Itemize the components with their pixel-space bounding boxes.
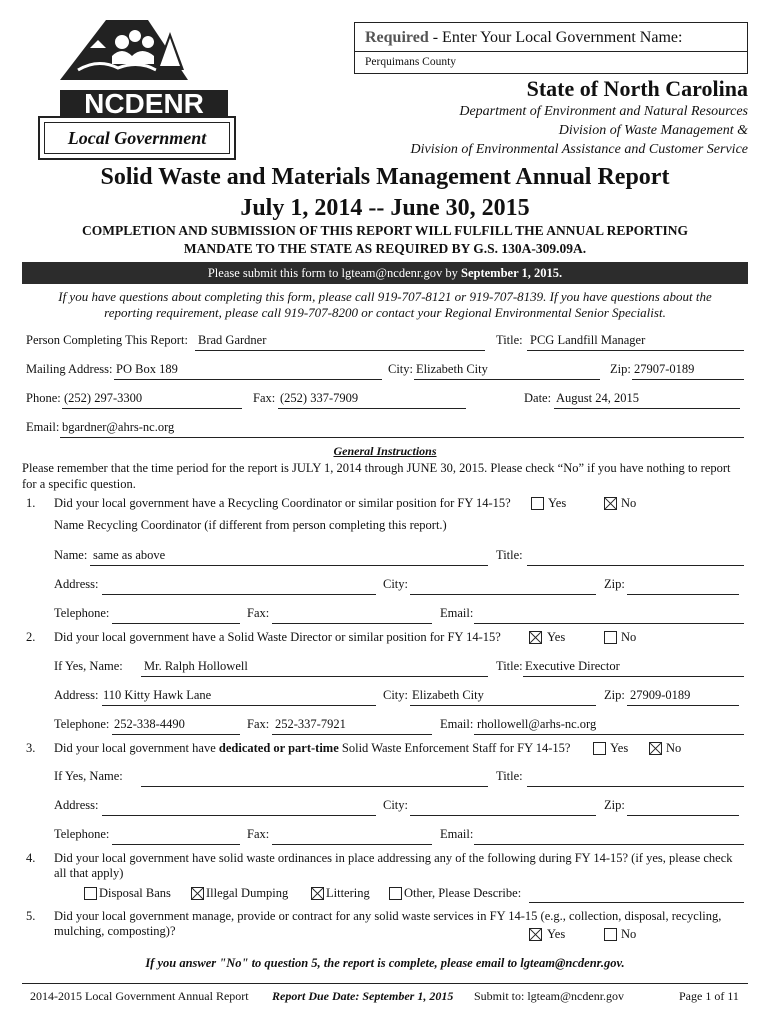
person-label: Person Completing This Report: [26, 333, 188, 347]
q4-littering-label: Littering [326, 886, 370, 900]
q3-address-field[interactable] [102, 815, 376, 816]
q1-address-field[interactable] [102, 594, 376, 595]
q3-yes-label: Yes [610, 741, 629, 755]
report-title: Solid Waste and Materials Management Annual Report [100, 164, 670, 190]
q3-city-label: City: [383, 798, 409, 812]
q2-fax-field[interactable]: 252-337-7921 [275, 717, 346, 731]
q1-number: 1. [26, 496, 36, 510]
q1-subheading: Name Recycling Coordinator (if different from person completing this report.) [54, 518, 447, 532]
q5-line-1: Did your local government manage, provide or contract for any solid waste services in FY 14-15 (e.g., collection, disposal, recycling, [54, 909, 722, 923]
q1-email-label: Email: [440, 606, 474, 620]
instructions-line-1: Please remember that the time period for the report is JULY 1, 2014 through JUNE 30, 2015. Please check “No” if you have nothing to report [22, 461, 731, 475]
footer-report: 2014-2015 Local Government Annual Report [30, 989, 249, 1003]
questions-note-2: reporting requirement, please call 919-707-8200 or contact your Regional Environmental Senior Specialist. [104, 305, 666, 320]
q2-title-label: Title: [496, 659, 523, 673]
q2-fax-label: Fax: [247, 717, 270, 731]
q2-address-label: Address: [54, 688, 99, 702]
q3-zip-field[interactable] [627, 815, 739, 816]
q1-title-label: Title: [496, 548, 523, 562]
q3-no-label: No [666, 741, 682, 755]
q1-city-label: City: [383, 577, 409, 591]
q1-no-checkbox[interactable] [604, 497, 617, 510]
q3-yes-checkbox[interactable] [593, 742, 606, 755]
dept-line-1: Department of Environment and Natural Resources [459, 104, 748, 119]
dept-line-3: Division of Environmental Assistance and Customer Service [410, 142, 748, 157]
q1-email-field[interactable] [474, 623, 744, 624]
zip-label: Zip: [610, 362, 631, 376]
q1-name-label: Name: [54, 548, 88, 562]
q5-no-label: No [621, 927, 637, 941]
svg-text:NCDENR: NCDENR [84, 88, 204, 119]
q4-line-1: Did your local government have solid waste ordinances in place addressing any of the following during FY 14-15? (if yes, please check [54, 851, 733, 865]
q4-disposal-bans-label: Disposal Bans [99, 886, 171, 900]
government-name-field[interactable]: Perquimans County [365, 56, 457, 68]
q2-city-label: City: [383, 688, 409, 702]
instructions-heading: General Instructions [333, 444, 437, 458]
ncdenr-logo [38, 12, 238, 160]
q4-other-label: Other, Please Describe: [404, 886, 522, 900]
q3-name-label: If Yes, Name: [54, 769, 123, 783]
mandate-line-1: COMPLETION AND SUBMISSION OF THIS REPORT WILL FULFILL THE ANNUAL REPORTING [82, 223, 688, 238]
q1-fax-label: Fax: [247, 606, 270, 620]
q4-other-field[interactable] [529, 902, 744, 903]
government-name-prompt: Required - Enter Your Local Government Name: [365, 29, 683, 46]
q2-yes-label: Yes [547, 630, 566, 644]
q1-fax-field[interactable] [272, 623, 432, 624]
q5-yes-checkbox[interactable] [529, 928, 542, 941]
q1-text: Did your local government have a Recycling Coordinator or similar position for FY 14-15? [54, 496, 511, 510]
q1-no-label: No [621, 496, 637, 510]
q3-title-field[interactable] [527, 786, 744, 787]
instructions-line-2: for a specific question. [22, 477, 136, 491]
report-period: July 1, 2014 -- June 30, 2015 [240, 195, 530, 221]
footer-page-number: Page 1 of 11 [679, 989, 739, 1003]
q1-tel-label: Telephone: [54, 606, 110, 620]
q5-no-checkbox[interactable] [604, 928, 617, 941]
q1-zip-field[interactable] [627, 594, 739, 595]
submit-banner: Please submit this form to lgteam@ncdenr.gov by September 1, 2015. [22, 262, 748, 284]
q1-yes-label: Yes [548, 496, 567, 510]
q5-line-2: mulching, composting)? [54, 924, 176, 938]
q2-tel-label: Telephone: [54, 717, 110, 731]
q5-note: If you answer "No" to question 5, the report is complete, please email to lgteam@ncdenr.gov. [145, 956, 625, 970]
q1-name-field[interactable]: same as above [93, 548, 166, 562]
q3-number: 3. [26, 741, 36, 755]
logo-badge: Local Government [44, 122, 230, 154]
footer-due-date: Report Due Date: September 1, 2015 [272, 989, 454, 1003]
q2-email-field[interactable]: rhollowell@arhs-nc.org [477, 717, 597, 731]
q3-name-field[interactable] [141, 786, 488, 787]
q3-address-label: Address: [54, 798, 99, 812]
q3-tel-label: Telephone: [54, 827, 110, 841]
zip-field[interactable]: 27907-0189 [634, 362, 695, 376]
q4-line-2: all that apply) [54, 866, 124, 880]
q5-number: 5. [26, 909, 36, 923]
q4-other-checkbox[interactable] [389, 887, 402, 900]
email-field[interactable]: bgardner@ahrs-nc.org [62, 420, 175, 434]
city-field[interactable]: Elizabeth City [416, 362, 488, 376]
q4-disposal-bans-checkbox[interactable] [84, 887, 97, 900]
q1-tel-field[interactable] [112, 623, 240, 624]
phone-field[interactable]: (252) 297-3300 [64, 391, 143, 405]
q3-fax-field[interactable] [272, 844, 432, 845]
q3-title-label: Title: [496, 769, 523, 783]
fax-label: Fax: [253, 391, 276, 405]
q1-zip-label: Zip: [604, 577, 625, 591]
dept-line-2: Division of Waste Management & [558, 123, 748, 138]
q2-tel-field[interactable]: 252-338-4490 [114, 717, 185, 731]
q3-email-label: Email: [440, 827, 474, 841]
q2-number: 2. [26, 630, 36, 644]
q2-name-label: If Yes, Name: [54, 659, 123, 673]
q3-city-field[interactable] [410, 815, 596, 816]
state-title: State of North Carolina [526, 76, 748, 101]
phone-label: Phone: [26, 391, 61, 405]
q2-no-checkbox[interactable] [604, 631, 617, 644]
q4-littering-checkbox[interactable] [311, 887, 324, 900]
q4-illegal-dumping-checkbox[interactable] [191, 887, 204, 900]
q2-title-field[interactable]: Executive Director [525, 659, 620, 673]
mailing-field[interactable]: PO Box 189 [116, 362, 178, 376]
q1-address-label: Address: [54, 577, 99, 591]
q3-zip-label: Zip: [604, 798, 625, 812]
questions-note-1: If you have questions about completing this form, please call 919-707-8121 or 919-707-8139. If you have questions about the [58, 289, 712, 304]
date-label: Date: [524, 391, 552, 405]
q5-yes-label: Yes [547, 927, 566, 941]
mandate-line-2: MANDATE TO THE STATE AS REQUIRED BY G.S. 130A-309.09A. [183, 241, 587, 256]
q3-text: Did your local government have dedicated or part-time Solid Waste Enforcement Staff for FY 14-15? [54, 741, 571, 755]
email-label: Email: [26, 420, 60, 434]
q3-email-field[interactable] [474, 844, 744, 845]
q2-address-field[interactable]: 110 Kitty Hawk Lane [103, 688, 212, 702]
q2-zip-label: Zip: [604, 688, 625, 702]
footer-submit: Submit to: lgteam@ncdenr.gov [474, 989, 625, 1003]
fax-field[interactable]: (252) 337-7909 [280, 391, 359, 405]
q3-fax-label: Fax: [247, 827, 270, 841]
q2-city-field[interactable]: Elizabeth City [412, 688, 484, 702]
q2-email-label: Email: [440, 717, 474, 731]
q2-no-label: No [621, 630, 637, 644]
title-label: Title: [496, 333, 523, 347]
q2-zip-field[interactable]: 27909-0189 [630, 688, 691, 702]
city-label: City: [388, 362, 414, 376]
q3-no-checkbox[interactable] [649, 742, 662, 755]
q4-illegal-dumping-label: Illegal Dumping [206, 886, 289, 900]
q2-text: Did your local government have a Solid Waste Director or similar position for FY 14-15? [54, 630, 501, 644]
q1-city-field[interactable] [410, 594, 596, 595]
government-name-box [354, 22, 748, 74]
date-field[interactable]: August 24, 2015 [556, 391, 639, 405]
q2-name-field[interactable]: Mr. Ralph Hollowell [144, 659, 248, 673]
q3-tel-field[interactable] [112, 844, 240, 845]
person-field[interactable]: Brad Gardner [198, 333, 267, 347]
mailing-label: Mailing Address: [26, 362, 113, 376]
q4-number: 4. [26, 851, 36, 865]
title-field[interactable]: PCG Landfill Manager [530, 333, 646, 347]
q1-title-field[interactable] [527, 565, 744, 566]
q1-yes-checkbox[interactable] [531, 497, 544, 510]
q2-yes-checkbox[interactable] [529, 631, 542, 644]
